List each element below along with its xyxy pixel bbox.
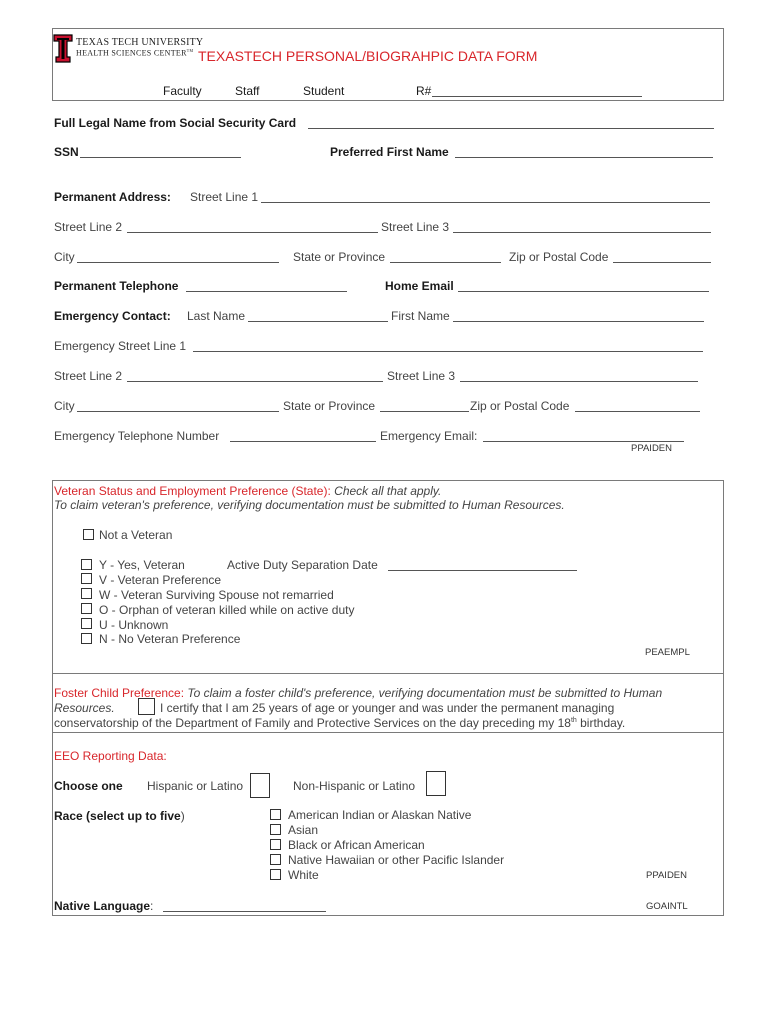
emergency-street1-label: Emergency Street Line 1 (54, 339, 187, 353)
race-code: PPAIDEN (646, 870, 688, 881)
foster-text3-sup: th (570, 717, 577, 724)
race-american-indian-checkbox[interactable] (270, 809, 281, 820)
race-asian-label: Asian (288, 823, 319, 837)
emergency-state-field[interactable] (380, 411, 469, 412)
race-white-checkbox[interactable] (270, 869, 281, 880)
choose-one-label: Choose one (54, 779, 123, 793)
hispanic-label: Hispanic or Latino (147, 779, 244, 793)
separation-date-label: Active Duty Separation Date (227, 558, 378, 572)
emergency-street2-label: Street Line 2 (54, 369, 123, 383)
non-hispanic-label: Non-Hispanic or Latino (293, 779, 416, 793)
emergency-zip-label: Zip or Postal Code (470, 399, 570, 413)
race-black-checkbox[interactable] (270, 839, 281, 850)
street1-label: Street Line 1 (190, 190, 259, 204)
veteran-option-w-checkbox[interactable] (81, 588, 92, 599)
veteran-option-u: U - Unknown (99, 618, 169, 632)
city-label: City (54, 250, 75, 264)
emergency-last-name-label: Last Name (187, 309, 246, 323)
foster-certify-checkbox[interactable] (138, 698, 155, 715)
veteran-heading-note: Check all that apply. (334, 484, 442, 498)
double-t-logo-icon (53, 33, 73, 63)
full-name-field[interactable] (308, 128, 714, 129)
emergency-contact-label: Emergency Contact: (54, 309, 171, 323)
emergency-zip-field[interactable] (575, 411, 700, 412)
emergency-last-name-field[interactable] (248, 321, 388, 322)
language-code: GOAINTL (646, 901, 688, 912)
emergency-street1-field[interactable] (193, 351, 703, 352)
rnum-field[interactable] (432, 96, 642, 97)
state-label: State or Province (293, 250, 386, 264)
emergency-email-field[interactable] (483, 441, 684, 442)
rnum-label: R# (416, 84, 432, 98)
race-hawaiian-label: Native Hawaiian or other Pacific Islander (288, 853, 505, 867)
preferred-name-label: Preferred First Name (330, 145, 449, 159)
telephone-field[interactable] (186, 291, 347, 292)
race-white-label: White (288, 868, 319, 882)
emergency-email-label: Emergency Email: (380, 429, 478, 443)
race-hawaiian-checkbox[interactable] (270, 854, 281, 865)
veteran-heading-text: Veteran Status and Employment Preference (State): (54, 484, 331, 498)
home-email-field[interactable] (458, 291, 709, 292)
trademark: TM (186, 48, 194, 53)
zip-label: Zip or Postal Code (509, 250, 609, 264)
ssn-label: SSN (54, 145, 79, 159)
emergency-city-label: City (54, 399, 75, 413)
foster-text2: I certify that I am 25 years of age or younger and was under the permanent managing (160, 701, 615, 715)
separation-date-field[interactable] (388, 570, 577, 571)
emergency-city-field[interactable] (77, 411, 279, 412)
foster-text1: To claim a foster child's preference, verifying documentation must be submitted to Human (187, 686, 663, 700)
race-american-indian-label: American Indian or Alaskan Native (288, 808, 472, 822)
emergency-state-label: State or Province (283, 399, 376, 413)
race-asian-checkbox[interactable] (270, 824, 281, 835)
home-email-label: Home Email (385, 279, 454, 293)
emergency-street3-field[interactable] (460, 381, 698, 382)
emergency-telephone-field[interactable] (230, 441, 376, 442)
eeo-divider (52, 732, 724, 733)
telephone-label: Permanent Telephone (54, 279, 179, 293)
city-field[interactable] (77, 262, 279, 263)
state-field[interactable] (390, 262, 501, 263)
race-label-row (54, 809, 185, 823)
eeo-heading: EEO Reporting Data: (54, 749, 167, 763)
non-hispanic-checkbox[interactable] (426, 771, 446, 796)
emergency-first-name-field[interactable] (453, 321, 704, 322)
veteran-option-o-checkbox[interactable] (81, 603, 92, 614)
not-veteran-checkbox[interactable] (83, 529, 94, 540)
veteran-option-u-checkbox[interactable] (81, 618, 92, 629)
street3-field[interactable] (453, 232, 711, 233)
emergency-street2-field[interactable] (127, 381, 383, 382)
native-language-colon: : (150, 899, 154, 913)
emergency-first-name-label: First Name (391, 309, 450, 323)
native-language-label: Native Language (54, 899, 151, 913)
not-veteran-label: Not a Veteran (99, 528, 173, 542)
veteran-option-o: O - Orphan of veteran killed while on active duty (99, 603, 355, 617)
native-language-field[interactable] (163, 911, 326, 912)
emergency-street3-label: Street Line 3 (387, 369, 456, 383)
street1-field[interactable] (261, 202, 710, 203)
veteran-instruction: To claim veteran's preference, verifying documentation must be submitted to Human Resources. (54, 498, 565, 512)
emergency-telephone-label: Emergency Telephone Number (54, 429, 220, 443)
foster-line3 (54, 716, 625, 730)
institution-line1: TEXAS TECH UNIVERSITY (76, 37, 204, 48)
zip-field[interactable] (613, 262, 711, 263)
veteran-option-y-checkbox[interactable] (81, 559, 92, 570)
institution-line2-text: HEALTH SCIENCES CENTER (76, 48, 187, 58)
veteran-option-w: W - Veteran Surviving Spouse not remarried (99, 588, 334, 602)
foster-text3: conservatorship of the Department of Family and Protective Services on the day preceding my 18 (54, 716, 571, 730)
race-label: Race (select up to five (54, 809, 181, 823)
veteran-option-y: Y - Yes, Veteran (99, 558, 185, 572)
street2-field[interactable] (127, 232, 378, 233)
full-name-label: Full Legal Name from Social Security Card (54, 116, 297, 130)
street2-label: Street Line 2 (54, 220, 123, 234)
foster-text3-end: birthday. (580, 716, 626, 730)
preferred-name-field[interactable] (455, 157, 713, 158)
role-staff[interactable]: Staff (235, 84, 260, 98)
veteran-option-v: V - Veteran Preference (99, 573, 222, 587)
veteran-option-n-checkbox[interactable] (81, 633, 92, 644)
veteran-code: PEAEMPL (645, 647, 690, 658)
role-student[interactable]: Student (303, 84, 345, 98)
role-faculty[interactable]: Faculty (163, 84, 202, 98)
race-black-label: Black or African American (288, 838, 425, 852)
ssn-field[interactable] (80, 157, 241, 158)
street3-label: Street Line 3 (381, 220, 450, 234)
foster-resources: Resources. (54, 701, 115, 715)
institution-line2 (76, 48, 193, 58)
hispanic-checkbox[interactable] (250, 773, 270, 798)
form-title: TEXASTECH PERSONAL/BIOGRAHPIC DATA FORM (198, 48, 538, 64)
foster-divider (52, 673, 724, 674)
veteran-option-v-checkbox[interactable] (81, 573, 92, 584)
race-label-paren: ) (180, 809, 185, 823)
native-language-row (54, 899, 153, 913)
ttu-logo (53, 33, 73, 63)
foster-heading: Foster Child Preference: (54, 686, 185, 700)
veteran-heading (54, 484, 441, 498)
veteran-option-n: N - No Veteran Preference (99, 632, 241, 646)
permanent-address-label: Permanent Address: (54, 190, 171, 204)
emergency-code: PPAIDEN (631, 443, 673, 454)
